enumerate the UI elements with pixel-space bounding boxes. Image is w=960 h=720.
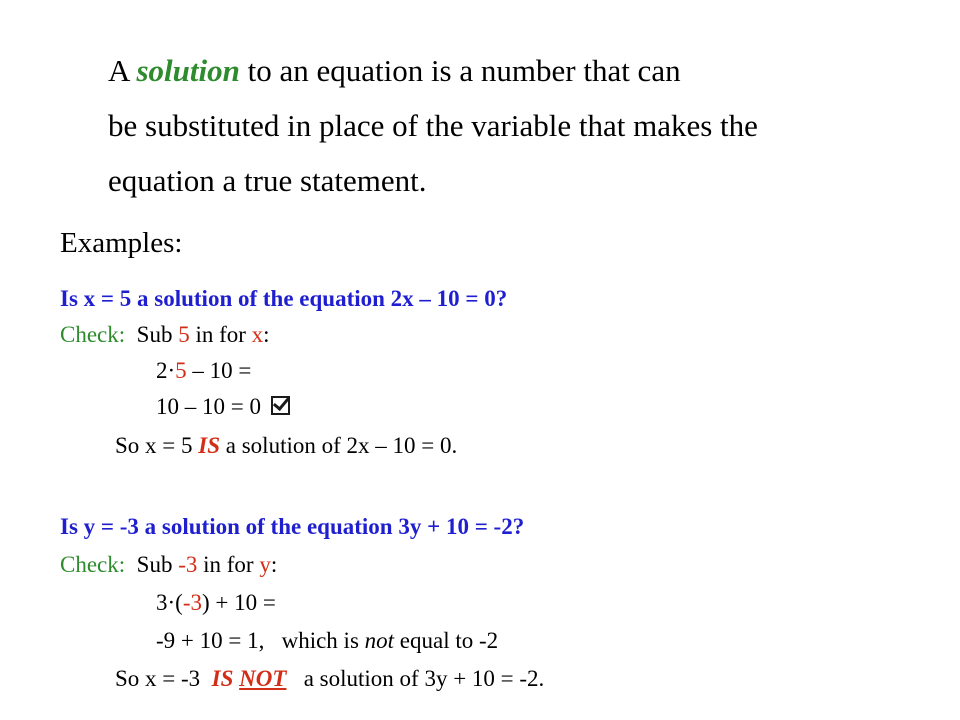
definition-line-3: equation a true statement. — [108, 163, 427, 198]
example1-check — [60, 323, 270, 346]
example1-question: Is x = 5 a solution of the equation 2x – 10 = 0? — [60, 286, 508, 311]
example1-step-1 — [156, 359, 251, 382]
check-label: Check: — [60, 322, 126, 347]
conclusion-text: So x = -3 — [115, 666, 212, 691]
example2-step-2 — [156, 629, 498, 652]
definition-term: solution — [136, 53, 240, 88]
step-text: ) + 10 = — [202, 590, 276, 615]
definition-text: to an equation is a number that can — [239, 53, 681, 88]
example2-question: Is y = -3 a solution of the equation 3y + 10 = -2? — [60, 514, 525, 539]
check-text: in for — [189, 322, 252, 347]
check-variable: x — [251, 322, 264, 347]
conclusion-text: So x = 5 — [115, 433, 199, 458]
conclusion-not: NOT — [239, 666, 287, 691]
definition-line-2: be substituted in place of the variable that makes the — [108, 108, 758, 143]
step-text: – 10 = — [186, 358, 252, 383]
step-not: not — [364, 628, 395, 653]
example1-step-2 — [156, 395, 290, 418]
checked-box-icon — [271, 396, 290, 415]
examples-heading: Examples: — [60, 227, 183, 259]
example1-conclusion — [115, 434, 457, 457]
step-text: equal to -2 — [394, 628, 499, 653]
example2-conclusion — [115, 667, 544, 690]
check-text: Sub — [125, 322, 179, 347]
step-text: 10 – 10 = 0 — [156, 394, 261, 419]
check-value: 5 — [178, 322, 190, 347]
check-text: : — [263, 322, 270, 347]
check-label: Check: — [60, 552, 126, 577]
check-variable: y — [259, 552, 271, 577]
definition-line-1 — [108, 55, 681, 86]
example2-step-1 — [156, 591, 276, 614]
conclusion-is: IS — [211, 666, 234, 691]
conclusion-is: IS — [198, 433, 221, 458]
step-text: 2· — [156, 358, 176, 383]
check-value: -3 — [178, 552, 198, 577]
step-value: -3 — [182, 590, 202, 615]
step-value: 5 — [175, 358, 187, 383]
check-text: Sub — [125, 552, 179, 577]
definition-text: A — [108, 53, 137, 88]
conclusion-text: a solution of 3y + 10 = -2. — [286, 666, 545, 691]
check-text: : — [270, 552, 278, 577]
check-text: in for — [197, 552, 260, 577]
step-text: 3·( — [156, 590, 183, 615]
example2-check — [60, 553, 277, 576]
step-text: -9 + 10 = 1, which is — [156, 628, 365, 653]
conclusion-text: a solution of 2x – 10 = 0. — [220, 433, 458, 458]
